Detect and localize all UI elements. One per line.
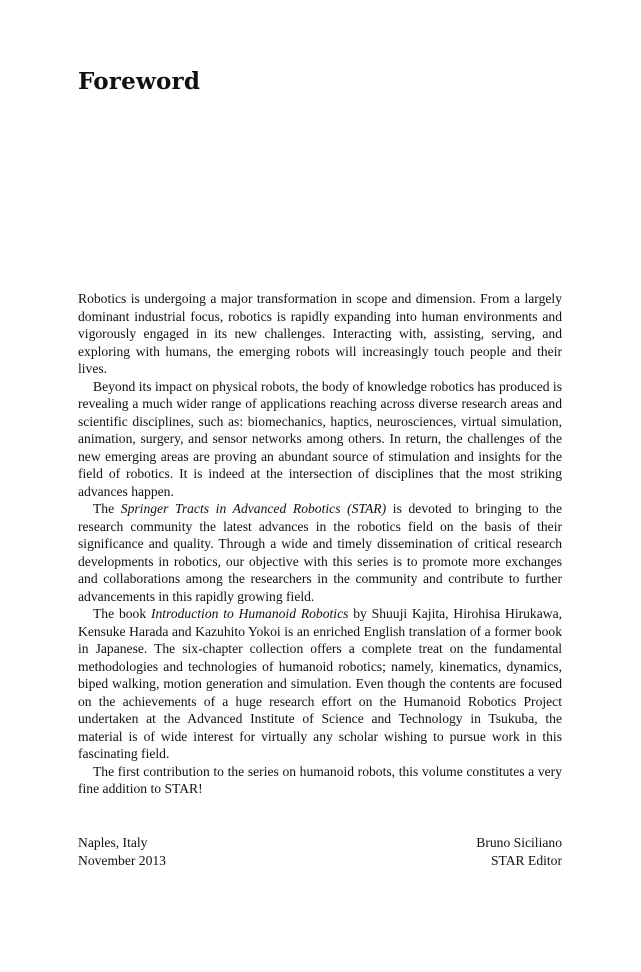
paragraph-4-lead: The book [93,606,151,621]
signature-role: STAR Editor [490,852,562,868]
signature-author [476,834,562,869]
series-title: Springer Tracts in Advanced Robotics (STAR) [120,501,387,516]
signature-place-date [78,834,166,869]
paragraph-4-body: by Shuuji Kajita, Hirohisa Hirukawa, Kensuke Harada and Kazuhito Yokoi is an enriched English translation of a former book in Japanese. The six-chapter collection offers a complete treat on the fundamental methodologies and technologies of humanoid robotics; namely, kinematics, dynamics, biped walking, motion generation and simulation. Even though the contents are focused on the achievements of a huge research effort on the Humanoid Robotics Project undertaken at the Advanced Institute of Science and Technology in Tsukuba, the material is of wide interest for virtually any scholar wishing to pursue work in this fascinating field. [78,606,562,761]
paragraph-2: Beyond its impact on physical robots, the body of knowledge robotics has produced is revealing a much wider range of applications reaching across diverse research areas and scientific disciplines, such as: biomechanics, haptics, neurosciences, virtual simulation, animation, surgery, and sensor networks among others. In return, the challenges of the new emerging areas are proving an abundant source of stimulation and insights for the field of robotics. It is indeed at the intersection of disciplines that the most striking advances happen. [78,378,562,499]
signature-place: Naples, Italy [78,835,148,850]
signature-date: November 2013 [78,852,166,868]
paragraph-3-lead: The [93,501,121,516]
paragraph-5: The first contribution to the series on humanoid robots, this volume constitutes a very fine addition to STAR! [78,763,562,796]
book-title: Introduction to Humanoid Robotics [150,606,349,621]
page-title: Foreword [78,68,201,95]
foreword-body [78,290,562,798]
paragraph-4 [78,605,562,763]
paragraph-1: Robotics is undergoing a major transformation in scope and dimension. From a largely dominant industrial focus, robotics is rapidly expanding into human environments and vigorously engaged in its new challenges. Interacting with, assisting, serving, and exploring with humans, the emerging robots will increasingly touch people and their lives. [78,291,562,376]
paragraph-3 [78,500,562,605]
signature-block [78,834,562,869]
signature-name: Bruno Siciliano [476,835,562,850]
paragraph-3-body: is devoted to bringing to the research community the latest advances in the robotics field on the basis of their significance and quality. Through a wide and timely dissemination of critical research developments in robotics, our objective with this series is to promote more exchanges and collaborations among the researchers in the community and contribute to further advancements in this rapidly growing field. [78,501,562,604]
